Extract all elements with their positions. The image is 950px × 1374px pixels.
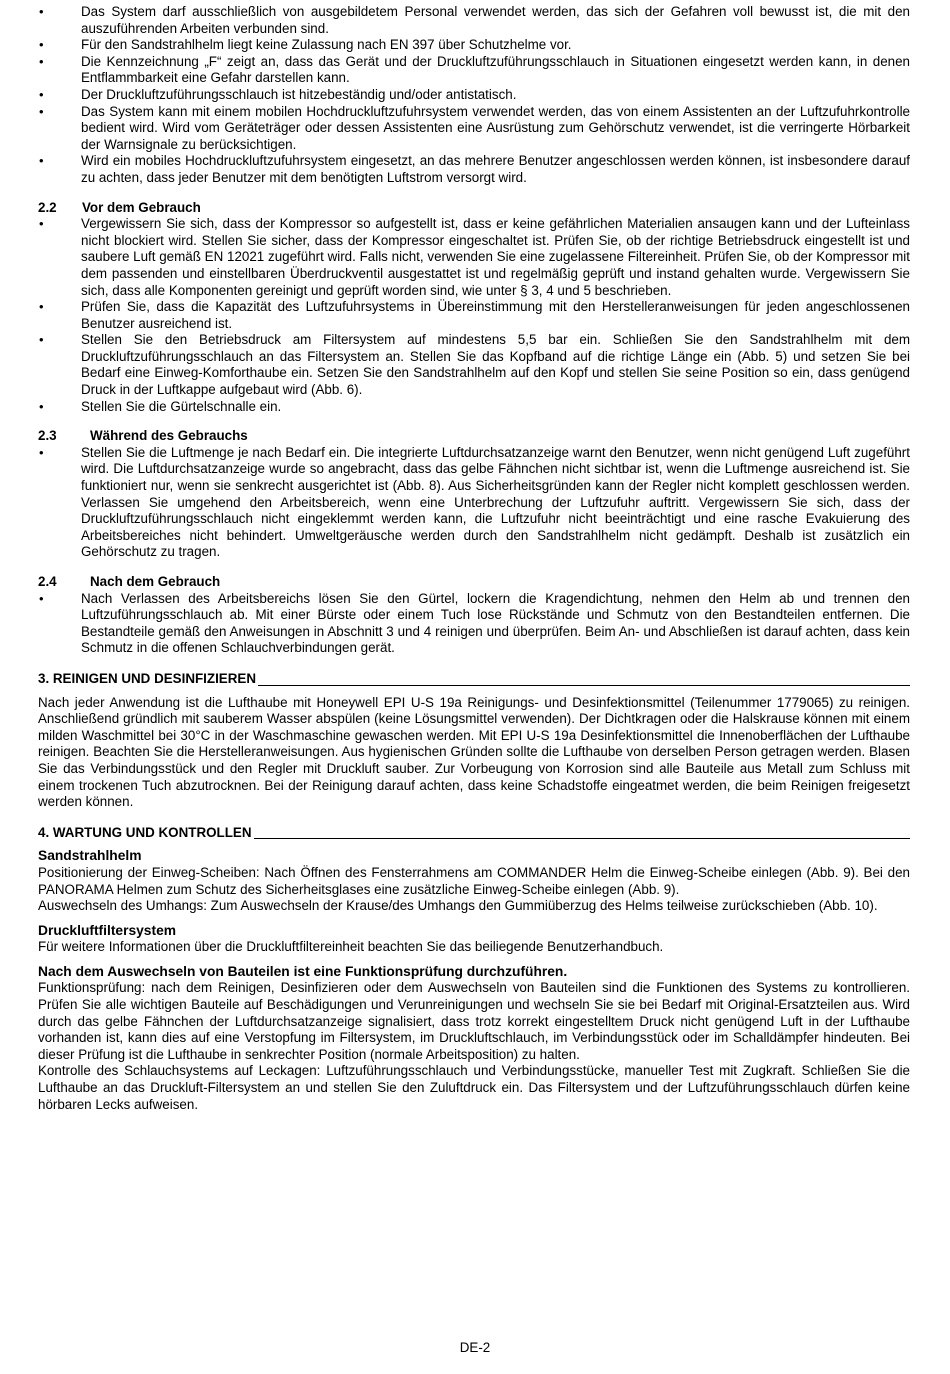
list-item: • Vergewissern Sie sich, dass der Kompressor so aufgestellt ist, dass er keine gefährlichen Materialien ansaugen kann und der Lufteinlass nicht blockiert wird. Stellen Sie sicher, dass der Kompressor eingeschaltet ist. Prüfen Sie, ob der richtige Betriebsdruck eingestellt ist und saubere Luft gemäß EN 12021 zugeführt wird. Falls nicht, verwenden Sie eine zugelassene Filtereinheit. Prüfen Sie, ob der Kompressor mit dem passenden und einstellbaren Überdruckventil ausgestattet ist und regelmäßig geprüft und instand gehalten wurde. Vergewissern Sie sich, dass alle Komponenten gereinigt und geprüft worden sind, wie unter § 3, 4 und 5 beschrieben. [38,216,910,299]
subheading-funktionspruefung: Nach dem Auswechseln von Bauteilen ist eine Funktionsprüfung durchzuführen. [38,963,568,979]
list-item: • Stellen Sie die Luftmenge je nach Bedarf ein. Die integrierte Luftdurchsatzanzeige warnt den Benutzer, wenn nicht genügend Luft zugeführt wird. Die Luftdurchsatzanzeige wurde so angebracht, dass das gelbe Fähnchen nicht sichtbar ist, wenn die Luftmenge ausreichend ist. Sie funktioniert nur, wenn sie senkrecht ausgerichtet ist (Abb. 8). Aus Sicherheitsgründen kann der Regler nicht komplett geschlossen werden. Verlassen Sie umgehend den Arbeitsbereich, wenn eine Unterbrechung der Luftzufuhr auftritt. Vergewissern Sie sich, dass der Druckluftzuführungsschlauch nicht eingeklemmt werden kann, die Luftzufuhr nicht beeinträchtigt und eine rasche Evakuierung des Arbeitsbereiches nicht behindert. Umweltgeräusche werden durch den Sandstrahlhelm nicht gedämpft. Deshalb ist zusätzlich ein Gehörschutz zu tragen. [38,445,910,561]
section-title: Vor dem Gebrauch [82,199,201,215]
chapter-title: 3. REINIGEN UND DESINFIZIEREN [38,670,256,686]
chapter-heading-3 [38,671,910,688]
list-item: • Das System darf ausschließlich von ausgebildetem Personal verwendet werden, das sich der Gefahren voll bewusst ist, die mit den auszuführenden Arbeiten verbunden sind. [38,4,910,37]
section-number: 2.4 [38,574,57,589]
cleaning-paragraph: Nach jeder Anwendung ist die Lufthaube mit Honeywell EPI U-S 19a Reinigungs- und Desinfektionsmittel (Teilenummer 1779065) zu reinigen. Anschließend gründlich mit sauberem Wasser abspülen (keine Lösungsmittel verwenden). Der Dichtkragen oder die Halskrause können mit einem milden Waschmittel bei 30°C in der Waschmaschine gewaschen werden. Mit EPI U-S 19a Desinfektionsmittel die Innenoberflächen der Lufthaube reinigen. Beachten Sie die Herstelleranweisungen. Aus hygienischen Gründen sollte die Lufthaube von derselben Person getragen werden. Blasen Sie das Verbindungsstück und den Regler mit Druckluft sauber. Zur Vorbeugung von Korrosion sind alle Bauteile aus Metall zum Schluss mit einem trockenen Tuch abzutrocknen. Bei der Reinigung darauf achten, dass keine Schadstoffe eingeatmet werden, die beim Reinigen freigesetzt werden können. [38,694,910,810]
list-item: • Stellen Sie den Betriebsdruck am Filtersystem auf mindestens 5,5 bar ein. Schließen Sie den Sandstrahlhelm mit dem Druckluftzuführungsschlauch an das Filtersystem an. Stellen Sie das Kopfband auf die richtige Länge ein (Abb. 5) und setzen Sie bei Bedarf eine Einweg-Komforthaube ein. Setzen Sie den Sandstrahlhelm auf den Kopf und stellen Sie seine Position so ein, dass genügend Druck in der Luftkappe aufgebaut wird (Abb. 6). [38,332,910,398]
subheading-sandstrahlhelm: Sandstrahlhelm [38,848,142,864]
section-number: 2.3 [38,428,57,444]
subheading-druckluftfiltersystem: Druckluftfiltersystem [38,922,177,938]
heading-rule [258,684,910,686]
section-title: Nach dem Gebrauch [90,574,221,589]
section-2-3-bullets [38,445,910,561]
section-title: Während des Gebrauchs [90,428,248,444]
list-item: • Wird ein mobiles Hochdruckluftzufuhrsystem eingesetzt, an das mehrere Benutzer angeschlossen werden können, ist insbesondere darauf zu achten, dass jeder Benutzer mit dem benötigten Luftstrom versorgt wird. [38,153,910,186]
list-item: • Nach Verlassen des Arbeitsbereichs lösen Sie den Gürtel, lockern die Kragendichtung, nehmen den Helm ab und trennen den Luftzuführungsschlauch ab. Mit einer Bürste oder einem Tuch lose Rückstände und Schmutz von den Bestandteilen entfernen. Die Bestandteile gemäß den Anweisungen in Abschnitt 3 und 4 reinigen und überprüfen. Beim An- und Abschließen ist darauf achten, dass kein Schmutz in die offenen Schlauchverbindungen gerät. [38,591,910,657]
paragraph-einweg-scheiben: Positionierung der Einweg-Scheiben: Nach Öffnen des Fensterrahmens am COMMANDER Helm die Einweg-Scheibe einlegen (Abb. 9). Bei den PANORAMA Helmen zum Schutz des Sicherheitsglases eine zusätzliche Einweg-Scheibe einlegen (Abb. 9). [38,864,910,897]
section-2-4-bullets [38,591,910,657]
section-2-2-bullets [38,216,910,415]
list-item: • Die Kennzeichnung „F“ zeigt an, dass das Gerät und der Druckluftzuführungsschlauch in Situationen eingesetzt werden kann, in denen Entflammbarkeit eine Gefahr darstellen kann. [38,54,910,87]
list-item: • Prüfen Sie, dass die Kapazität des Luftzufuhrsystems in Übereinstimmung mit den Herstelleranweisungen für jeden angeschlossenen Benutzer ausreichend ist. [38,299,910,332]
document-page [38,4,910,1113]
list-item: • Stellen Sie die Gürtelschnalle ein. [38,399,910,416]
list-item: • Für den Sandstrahlhelm liegt keine Zulassung nach EN 397 über Schutzhelme vor. [38,37,910,54]
paragraph-umhang: Auswechseln des Umhangs: Zum Auswechseln der Krause/des Umhangs den Gummiüberzug des Helms teilweise zurückschieben (Abb. 10). [38,898,878,914]
section-heading-2-4 [38,574,910,591]
heading-rule [254,837,911,839]
paragraph-filtereinheit: Für weitere Informationen über die Druckluftfiltereinheit beachten Sie das beiliegende Benutzerhandbuch. [38,939,664,955]
chapter-title: 4. WARTUNG UND KONTROLLEN [38,824,252,840]
paragraph-leckagen: Kontrolle des Schlauchsystems auf Leckagen: Luftzuführungsschlauch und Verbindungsstücke, manueller Test mit Zugkraft. Schließen Sie die Lufthaube an das Druckluft-Filtersystem an und stellen Sie den Zuluftdruck ein. Das Filtersystem und der Luftzuführungsschlauch dürfen keine hörbaren Lecks aufweisen. [38,1063,910,1112]
section-heading-2-3 [38,428,910,445]
section-heading-2-2 [38,200,910,217]
section-number: 2.2 [38,199,57,215]
list-item: • Der Druckluftzuführungsschlauch ist hitzebeständig und/oder antistatisch. [38,87,910,104]
paragraph-funktionspruefung: Funktionsprüfung: nach dem Reinigen, Desinfizieren oder dem Auswechseln von Bauteilen sind die Funktionen des Systems zu kontrollieren. Prüfen Sie alle wichtigen Bauteile auf Beschädigungen und Verunreinigungen und wechseln Sie sie bei Bedarf mit Original-Ersatzteilen aus. Wird durch das gelbe Fähnchen der Luftdurchsatzanzeige signalisiert, dass trotz korrekt eingestelltem Druck nicht genügend Luft in der Lufthaube vorhanden ist, kann dies auf eine Verstopfung im Filtersystem, im Druckluftschlauch, im Verbindungsstück oder im Schalldämpfer hindeuten. Bei dieser Prüfung ist die Lufthaube in senkrechter Position (normale Arbeitsposition) zu halten. [38,980,910,1062]
list-item: • Das System kann mit einem mobilen Hochdruckluftzufuhrsystem verwendet werden, das von einem Assistenten an der Luftzufuhrkontrolle bedient wird. Wird vom Geräteträger oder dessen Assistenten eine Ausrüstung zum Gehörschutz verwendet, ist die verringerte Hörbarkeit der Warnsignale zu berücksichtigen. [38,104,910,154]
intro-bullet-list [38,4,910,187]
page-number: DE-2 [459,1340,491,1355]
chapter-heading-4 [38,825,910,842]
